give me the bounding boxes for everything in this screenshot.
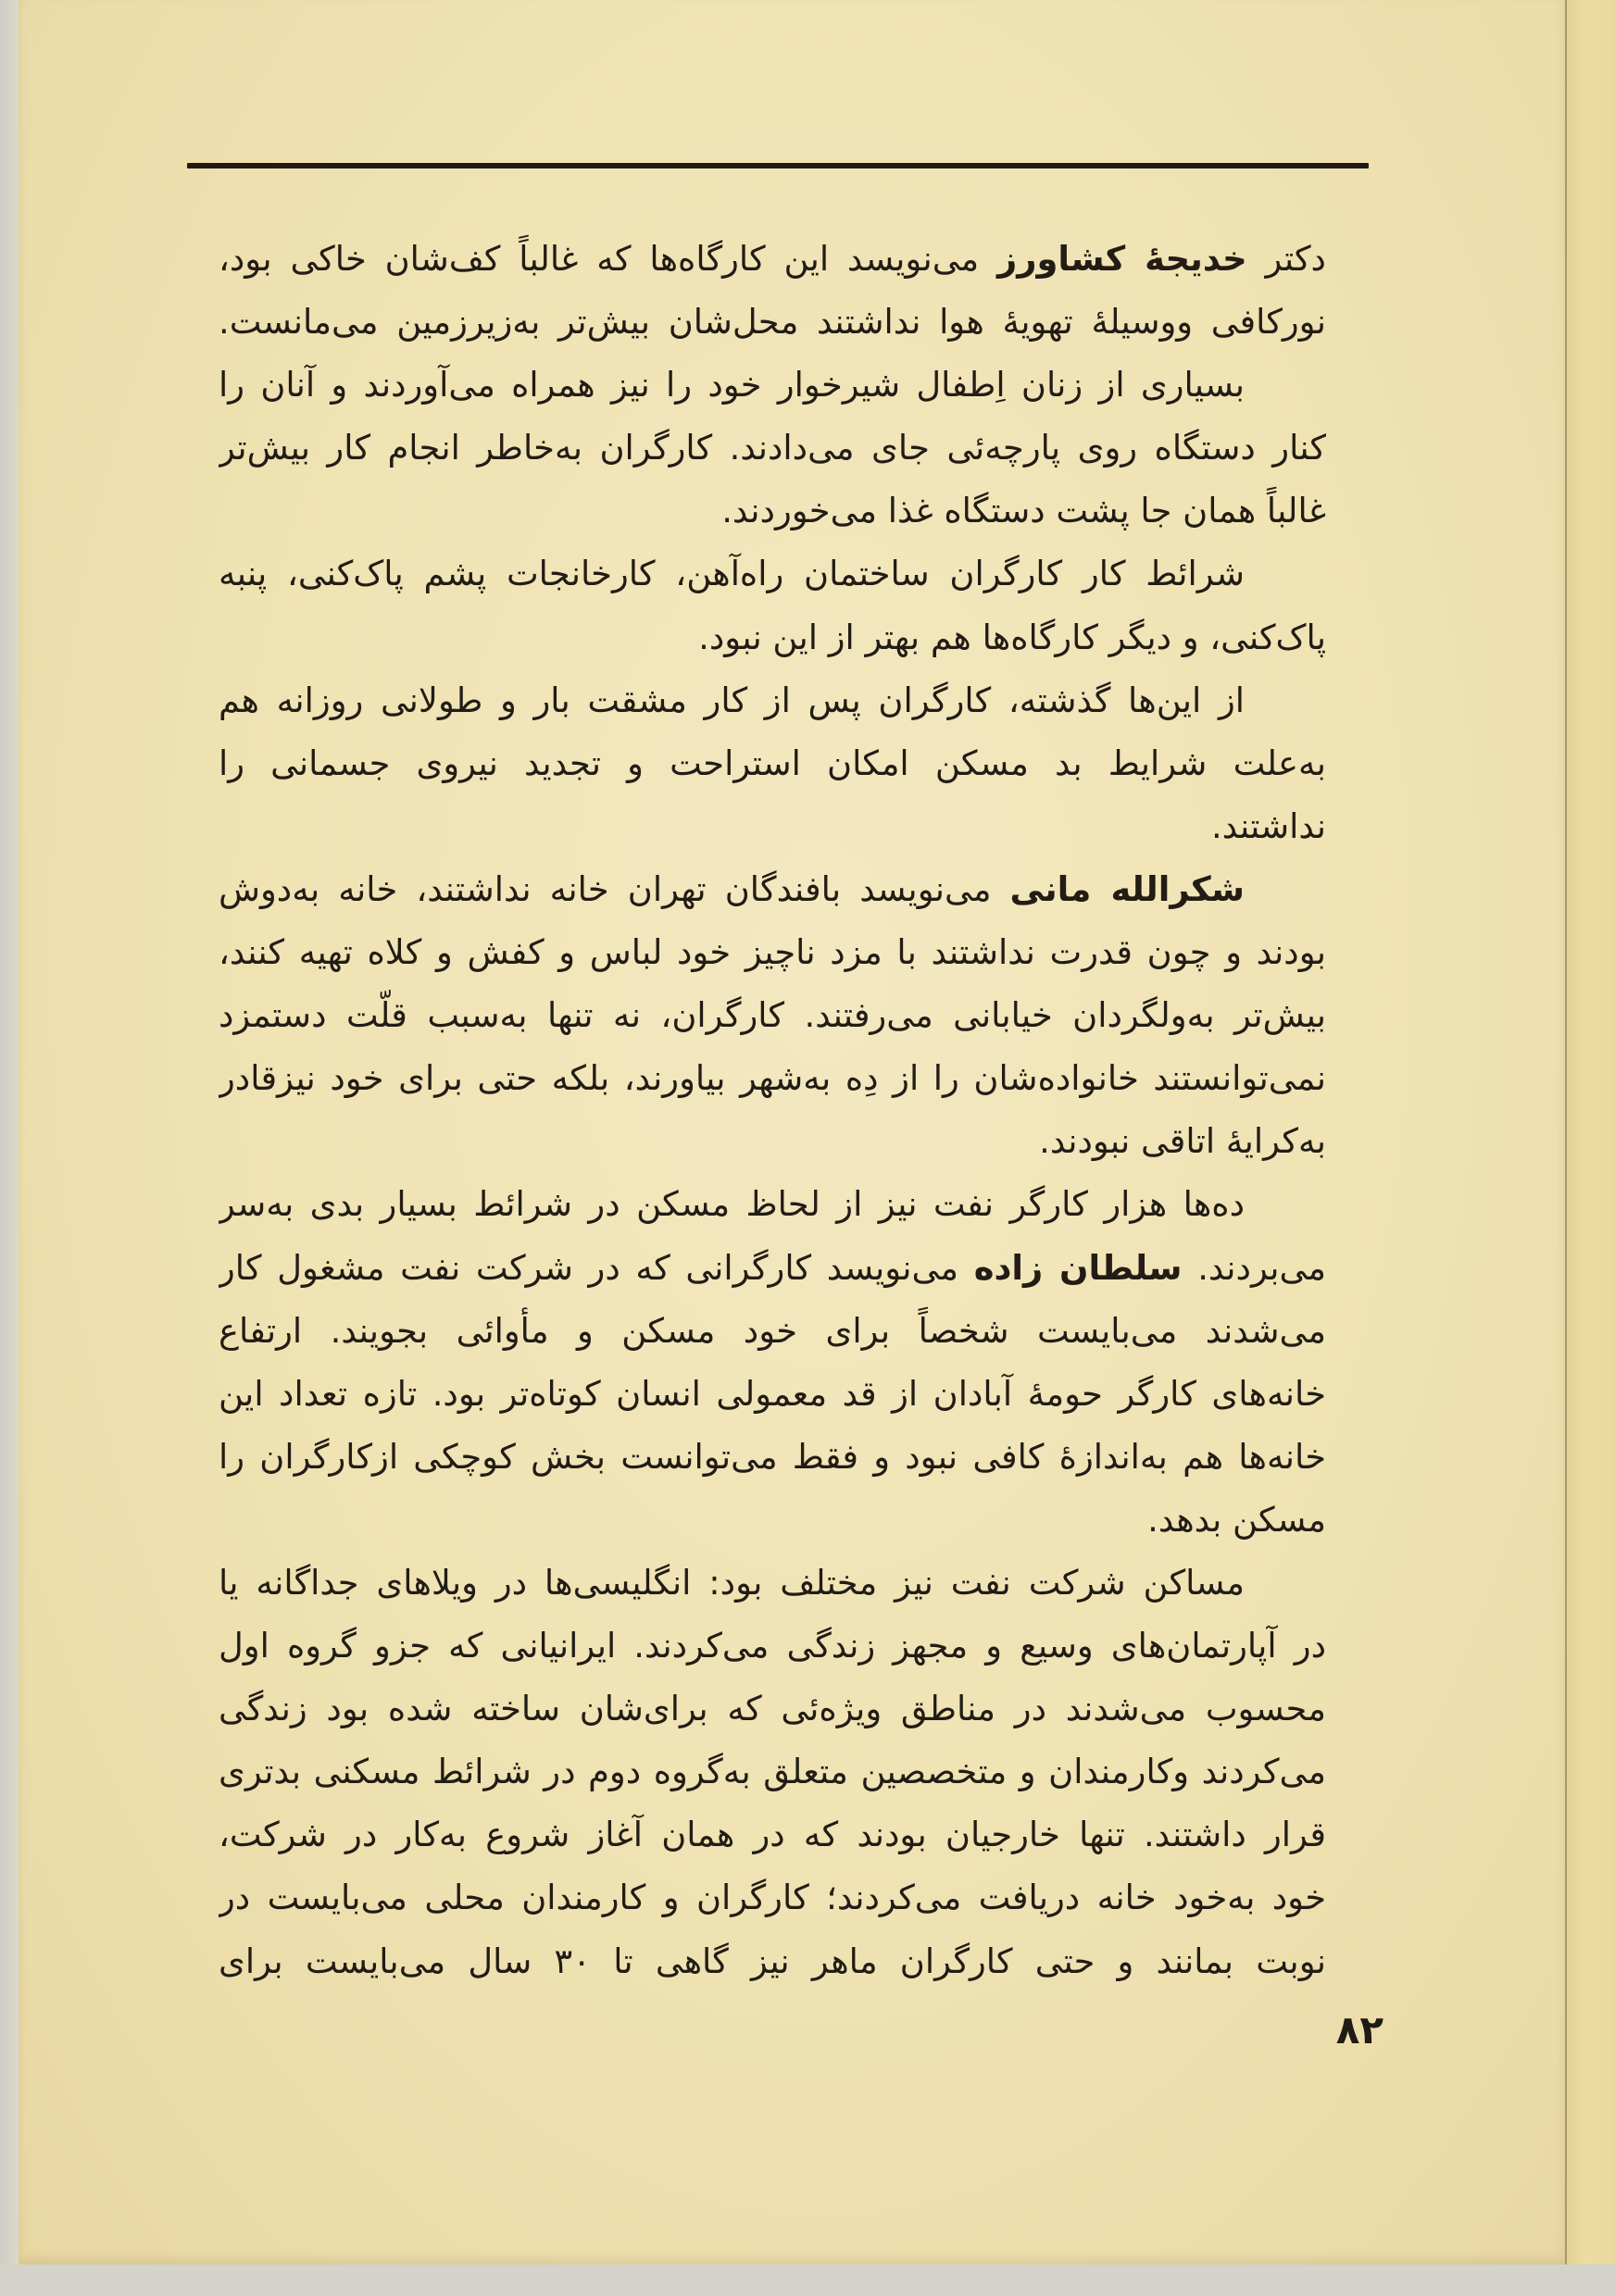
paragraph	[219, 354, 1326, 543]
body-text	[219, 228, 1326, 1993]
text-run: قرار داشتند. تنها خارجیان بودند که در همان آغاز شروع به‌کار در شرکت،	[219, 1815, 1326, 1855]
text-run: مساکن شرکت نفت نیز مختلف بود: انگلیسی‌ها در ویلاهای جداگانه یا	[219, 1562, 1245, 1603]
text-line	[219, 921, 1326, 984]
text-line	[219, 732, 1326, 795]
text-run: بودند و چون قدرت نداشتند با مزد ناچیز خود لباس و کفش و کلاه تهیه کنند،	[219, 932, 1326, 973]
scan-bottom-band	[0, 2265, 1615, 2296]
text-run: مسکن بدهد.	[1147, 1499, 1326, 1540]
text-line	[219, 228, 1326, 291]
text-run: کنار دستگاه روی پارچه‌ئی جای می‌دادند. کارگران به‌خاطر انجام کار بیش‌تر	[219, 428, 1326, 468]
text-line	[219, 858, 1326, 921]
text-run: در آپارتمان‌های وسیع و مجهز زندگی می‌کردند. ایرانیانی که جزو گروه اول	[219, 1626, 1326, 1666]
text-run: بیش‌تر به‌ولگردان خیابانی می‌رفتند. کارگران، نه تنها به‌سبب قلّت دستمزد	[219, 995, 1326, 1036]
text-line	[219, 984, 1326, 1047]
paragraph	[219, 1173, 1326, 1552]
text-line	[219, 1047, 1326, 1110]
header-rule	[187, 163, 1369, 168]
author-name: شکرالله مانی	[1009, 868, 1245, 909]
text-line	[219, 1300, 1326, 1363]
text-line	[219, 1363, 1326, 1426]
paragraph	[219, 669, 1326, 858]
text-line	[219, 606, 1326, 669]
paragraph	[219, 858, 1326, 1173]
text-line	[219, 1552, 1326, 1615]
text-line	[219, 1930, 1326, 1993]
text-run: می‌نویسد بافندگان تهران خانه نداشتند، خانه به‌دوش	[219, 868, 1010, 909]
text-run: خانه‌ها هم به‌اندازهٔ کافی نبود و فقط می‌توانست بخش کوچکی ازکارگران را	[219, 1436, 1326, 1477]
text-run: از این‌ها گذشته، کارگران پس از کار مشقت بار و طولانی روزانه هم	[219, 680, 1245, 720]
page-number: ۸۲	[1335, 2007, 1383, 2053]
text-run: نداشتند.	[1210, 805, 1326, 846]
text-line	[219, 1678, 1326, 1741]
text-run: غالباً همان جا پشت دستگاه غذا می‌خوردند.	[721, 491, 1326, 531]
text-run: محسوب می‌شدند در مناطق ویژه‌ئی که برای‌شان ساخته شده بود زندگی	[219, 1689, 1326, 1729]
text-run: می‌بردند.	[1182, 1247, 1326, 1288]
text-run: می‌کردند وکارمندان و متخصصین متعلق به‌گروه دوم در شرائط مسکنی بدتری	[219, 1752, 1326, 1792]
text-run: خانه‌های کارگر حومهٔ آبادان از قد معمولی انسان کوتاه‌تر بود. تازه تعداد این	[219, 1373, 1326, 1414]
text-line	[219, 417, 1326, 480]
text-line	[219, 480, 1326, 543]
text-line	[219, 1110, 1326, 1173]
text-line	[219, 795, 1326, 858]
text-line	[219, 543, 1326, 605]
text-run: می‌نویسد این کارگاه‌ها که غالباً کف‌شان خاکی بود،	[219, 239, 998, 279]
text-line	[219, 1741, 1326, 1803]
author-name: سلطان زاده	[973, 1247, 1183, 1288]
text-run: به‌کرایهٔ اتاقی نبودند.	[1039, 1121, 1326, 1162]
text-line	[219, 1615, 1326, 1678]
text-run: ده‌ها هزار کارگر نفت نیز از لحاظ مسکن در شرائط بسیار بدی به‌سر	[219, 1184, 1245, 1225]
text-line	[219, 1173, 1326, 1236]
paragraph	[219, 228, 1326, 354]
scan-left-edge	[0, 0, 19, 2265]
text-line	[219, 1866, 1326, 1929]
author-name: خدیجهٔ کشاورز	[997, 239, 1247, 279]
text-run: نوبت بمانند و حتی کارگران ماهر نیز گاهی تا ۳۰ سال می‌بایست برای	[219, 1940, 1326, 1981]
text-run: نورکافی ووسیلهٔ تهویهٔ هوا نداشتند محل‌شان بیش‌تر به‌زیرزمین می‌مانست.	[219, 302, 1326, 343]
text-run: بسیاری از زنان اِطفال شیرخوار خود را نیز همراه می‌آوردند و آنان را	[219, 365, 1245, 406]
text-run: دکتر	[1246, 239, 1326, 279]
paragraph	[219, 543, 1326, 668]
text-run: نمی‌توانستند خانواده‌شان را از دِه به‌شهر بیاورند، بلکه حتی برای خود نیزقادر	[219, 1058, 1326, 1099]
text-run: می‌نویسد کارگرانی که در شرکت نفت مشغول کار	[219, 1247, 974, 1288]
text-run: خود به‌خود خانه دریافت می‌کردند؛ کارگران و کارمندان محلی می‌بایست در	[219, 1878, 1326, 1918]
text-line	[219, 1237, 1326, 1300]
text-line	[219, 1489, 1326, 1552]
next-page-edge	[1565, 0, 1615, 2265]
text-run: شرائط کار کارگران ساختمان راه‌آهن، کارخانجات پشم پاک‌کنی، پنبه	[219, 554, 1245, 594]
text-line	[219, 1803, 1326, 1866]
text-line	[219, 291, 1326, 354]
text-line	[219, 354, 1326, 417]
paragraph	[219, 1552, 1326, 1993]
text-line	[219, 669, 1326, 732]
text-run: می‌شدند می‌بایست شخصاً برای خود مسکن و مأوائی بجویند. ارتفاع	[219, 1310, 1326, 1351]
text-run: پاک‌کنی، و دیگر کارگاه‌ها هم بهتر از این نبود.	[698, 617, 1326, 657]
text-run: به‌علت شرایط بد مسکن امکان استراحت و تجدید نیروی جسمانی را	[219, 742, 1326, 783]
text-line	[219, 1426, 1326, 1489]
